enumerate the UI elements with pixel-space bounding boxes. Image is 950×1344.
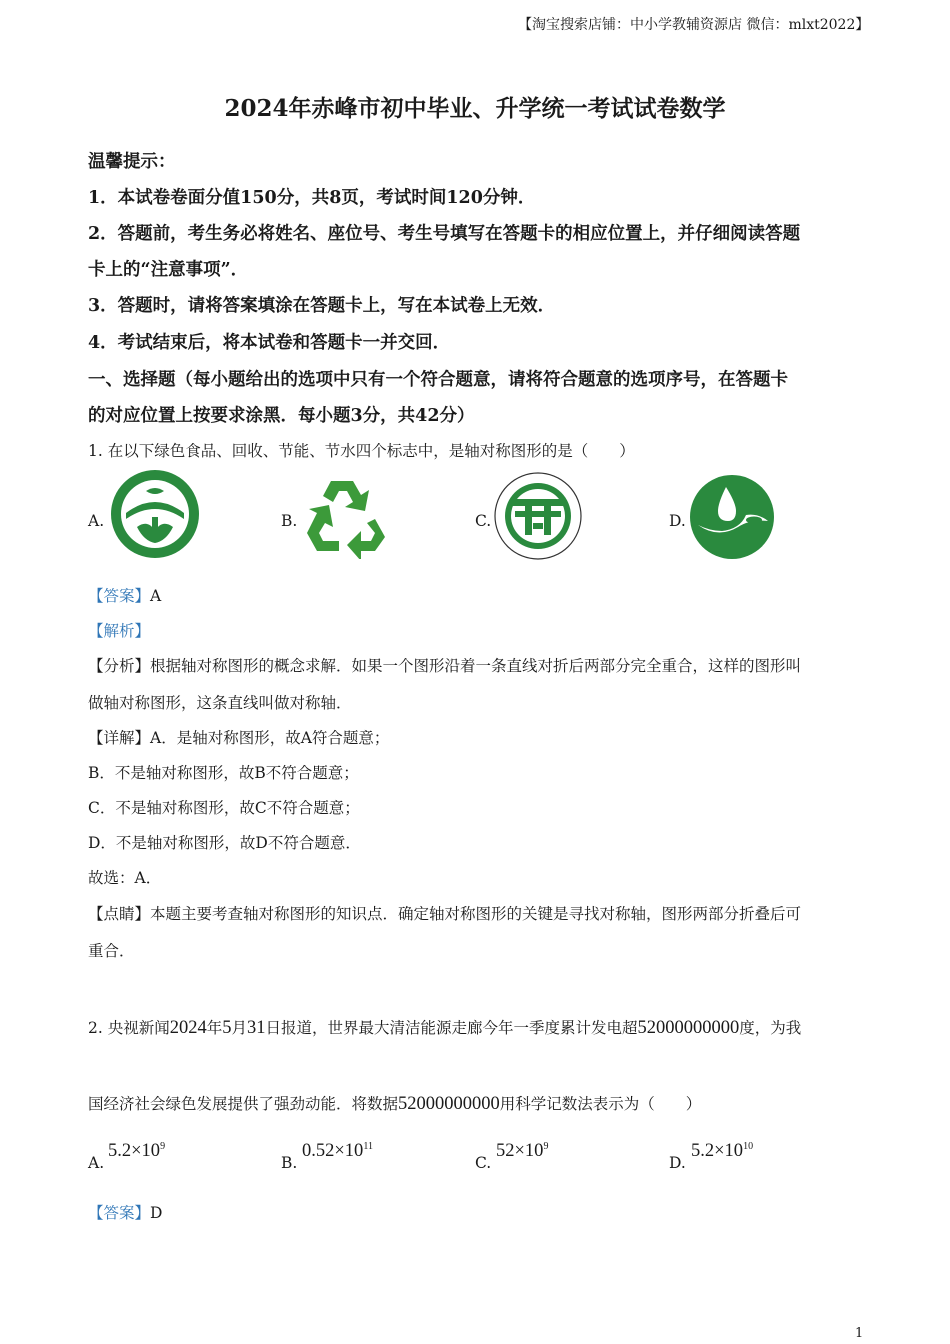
page-number: 1 — [855, 1326, 864, 1341]
q2-text: 年 — [206, 1019, 223, 1037]
q2-text: 用科学记数法表示为（ ） — [499, 1095, 702, 1113]
page-title: 2024年赤峰市初中毕业、升学统一考试试卷数学 — [224, 95, 726, 122]
xiangjie-line: A．是轴对称图形，故A符合题意； — [150, 729, 390, 747]
q1-dianjing — [88, 902, 801, 924]
green-food-logo-icon — [110, 469, 200, 559]
q2-option-a-label: A. — [88, 1154, 105, 1172]
section-heading-cont: 的对应位置上按要求涂黑．每小题3分，共42分） — [88, 406, 475, 426]
energy-saving-logo-icon — [493, 471, 583, 561]
q2-option-a-value: $5.2\times 10^9$ — [108, 1141, 166, 1162]
q2-option-d-value: $5.2\times 10^{10}$ — [691, 1141, 754, 1162]
dianjing-tag: 【点睛】 — [88, 905, 151, 923]
tips-heading: 温馨提示： — [88, 152, 176, 172]
tip-item: 2．答题前，考生务必将姓名、座位号、考生号填写在答题卡的相应位置上，并仔细阅读答题 — [88, 224, 801, 244]
q2-option-c-value: $52\times 10^9$ — [496, 1141, 549, 1162]
q2-month: 5 — [222, 1018, 232, 1038]
recycle-logo-icon — [301, 471, 389, 559]
q1-dianjing-cont: 重合． — [88, 942, 135, 960]
tip-item: 4．考试结束后，将本试卷和答题卡一并交回． — [88, 333, 451, 353]
q2-stem — [88, 1016, 801, 1039]
q2-stem-cont — [88, 1092, 701, 1115]
tip-item: 1．本试卷卷面分值150分，共8页，考试时间120分钟． — [88, 188, 536, 208]
q2-year: 2024 — [169, 1018, 207, 1038]
q2-text: 度，为我 — [739, 1019, 802, 1037]
q1-stem: 1. 在以下绿色食品、回收、节能、节水四个标志中，是轴对称图形的是（ ） — [88, 442, 635, 460]
q1-answer — [88, 584, 161, 606]
q2-answer — [88, 1201, 162, 1223]
q1-fenxi — [88, 654, 801, 676]
q2-number: 52000000000 — [398, 1094, 500, 1114]
q2-option-d-label: D. — [669, 1154, 686, 1172]
q2-number: 52000000000 — [637, 1018, 740, 1038]
q2-text: 月 — [231, 1019, 247, 1037]
q1-fenxi-cont: 做轴对称图形，这条直线叫做对称轴． — [88, 694, 352, 712]
header-note: 【淘宝搜索店铺：中小学教辅资源店 微信：mlxt2022】 — [518, 17, 870, 33]
q1-option-b-label: B. — [281, 512, 298, 530]
answer-tag: 【答案】 — [88, 1204, 151, 1222]
fenxi-tag: 【分析】 — [88, 657, 151, 675]
q1-xiangjie — [88, 726, 389, 748]
answer-value: A — [150, 587, 162, 605]
xiangjie-tag: 【详解】 — [88, 729, 151, 747]
q2-text: 日报道，世界最大清洁能源走廊今年一季度累计发电超 — [265, 1019, 638, 1037]
q1-choose: 故选：A． — [88, 869, 162, 887]
tip-item: 3．答题时，请将答案填涂在答题卡上，写在本试卷上无效． — [88, 296, 556, 316]
answer-value: D — [150, 1204, 163, 1222]
analysis-tag: 【解析】 — [88, 622, 151, 640]
q2-option-b-label: B. — [281, 1154, 298, 1172]
q1-option-c-label: C. — [475, 512, 492, 530]
q2-option-b-value: $0.52\times 10^{11}$ — [302, 1141, 373, 1162]
q1-option-a-label: A. — [88, 512, 105, 530]
xiangjie-line: C．不是轴对称图形，故C不符合题意； — [88, 799, 360, 817]
q2-text: 2. 央视新闻 — [88, 1019, 170, 1037]
q2-text: 国经济社会绿色发展提供了强劲动能．将数据 — [88, 1095, 399, 1113]
dianjing-text: 本题主要考查轴对称图形的知识点．确定轴对称图形的关键是寻找对称轴，图形两部分折叠后可 — [150, 905, 802, 923]
q2-option-c-label: C. — [475, 1154, 492, 1172]
answer-tag: 【答案】 — [88, 587, 151, 605]
q1-option-d-label: D. — [669, 512, 686, 530]
fenxi-text: 根据轴对称图形的概念求解．如果一个图形沿着一条直线对折后两部分完全重合，这样的图形叫 — [150, 657, 802, 675]
q2-day: 31 — [247, 1018, 266, 1038]
tip-item: 卡上的“注意事项”． — [88, 260, 249, 280]
xiangjie-line: B．不是轴对称图形，故B不符合题意； — [88, 764, 359, 782]
xiangjie-line: D．不是轴对称图形，故D不符合题意． — [88, 834, 361, 852]
section-heading: 一、选择题（每小题给出的选项中只有一个符合题意，请将符合题意的选项序号，在答题卡 — [88, 370, 788, 390]
water-saving-logo-icon — [688, 473, 776, 561]
